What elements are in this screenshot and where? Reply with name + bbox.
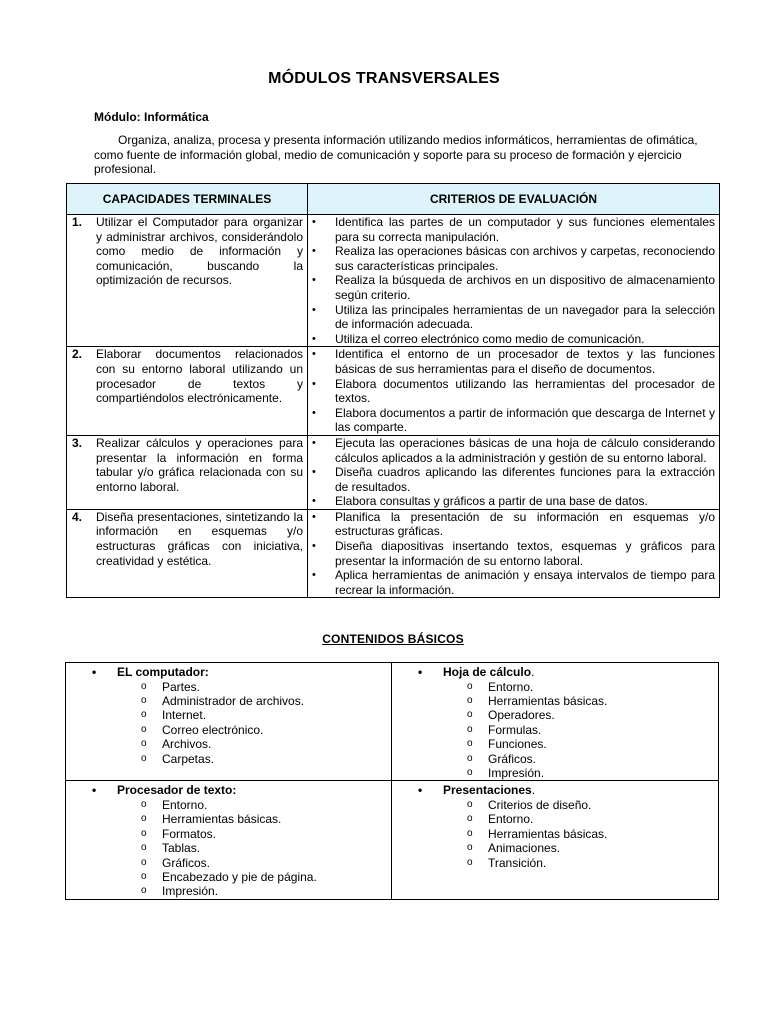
list-item: o Transición. bbox=[392, 856, 718, 870]
criterion-item: • Aplica herramientas de animación y ensaya intervalos de tiempo para recrear la información. bbox=[308, 568, 719, 597]
table-row bbox=[67, 215, 720, 347]
criteria-table bbox=[66, 183, 720, 598]
row-number: 1. bbox=[72, 215, 83, 229]
criterion-item: • Planifica la presentación de su información en esquemas y/o estructuras gráficas. bbox=[308, 510, 719, 539]
table-row bbox=[67, 347, 720, 436]
header-criterios: CRITERIOS DE EVALUACIÓN bbox=[308, 184, 720, 215]
topic-heading: • Hoja de cálculo. bbox=[392, 665, 718, 680]
contents-cell bbox=[392, 781, 719, 899]
list-item: o Entorno. bbox=[66, 798, 391, 812]
table-row bbox=[66, 781, 719, 899]
list-item: o Internet. bbox=[66, 708, 391, 722]
list-item: o Correo electrónico. bbox=[66, 723, 391, 737]
topic-heading: • EL computador: bbox=[66, 665, 391, 680]
list-item: o Archivos. bbox=[66, 737, 391, 751]
header-capacidades: CAPACIDADES TERMINALES bbox=[67, 184, 308, 215]
criterion-item: • Utiliza el correo electrónico como medio de comunicación. bbox=[308, 332, 719, 347]
list-item: o Partes. bbox=[66, 680, 391, 694]
module-description: Organiza, analiza, procesa y presenta información utilizando medios informáticos, herramientas de ofimática, como fuente de información global, medio de comunicación y soporte para su proceso de formación y ejercicio profesional. bbox=[94, 133, 698, 176]
contents-table bbox=[65, 662, 719, 900]
list-item: o Formatos. bbox=[66, 827, 391, 841]
criterion-item: • Identifica el entorno de un procesador de textos y las funciones básicas de sus herramientas para el diseño de documentos. bbox=[308, 347, 719, 376]
contents-cell bbox=[392, 663, 719, 781]
table-row bbox=[66, 663, 719, 781]
list-item: o Formulas. bbox=[392, 723, 718, 737]
list-item: o Carpetas. bbox=[66, 752, 391, 766]
list-item: o Impresión. bbox=[66, 884, 391, 898]
list-item: o Herramientas básicas. bbox=[392, 694, 718, 708]
criterion-item: • Elabora documentos utilizando las herramientas del procesador de textos. bbox=[308, 377, 719, 406]
row-number: 4. bbox=[72, 509, 83, 524]
list-item: o Encabezado y pie de página. bbox=[66, 870, 391, 884]
list-item: o Impresión. bbox=[392, 766, 718, 780]
list-item: o Gráficos. bbox=[392, 752, 718, 766]
capacity-text: Utilizar el Computador para organizar y administrar archivos, considerándolo como medio de información y comunicación, buscando la optimización de recursos. bbox=[96, 215, 303, 288]
contents-cell bbox=[66, 781, 392, 899]
criterion-item: • Elabora documentos a partir de información que descarga de Internet y las comparte. bbox=[308, 406, 719, 435]
capacity-text: Diseña presentaciones, sintetizando la información en esquemas y/o estructuras gráficas con iniciativa, creatividad y estética. bbox=[96, 509, 303, 568]
list-item: o Funciones. bbox=[392, 737, 718, 751]
table-row bbox=[67, 509, 720, 598]
capacity-text: Elaborar documentos relacionados con su entorno laboral utilizando un procesador de textos y compartiéndolos electrónicamente. bbox=[96, 347, 303, 406]
list-item: o Animaciones. bbox=[392, 841, 718, 855]
list-item: o Criterios de diseño. bbox=[392, 798, 718, 812]
criterion-item: • Identifica las partes de un computador y sus funciones elementales para su correcta manipulación. bbox=[308, 215, 719, 244]
criterion-item: • Utiliza las principales herramientas de un navegador para la selección de información adecuada. bbox=[308, 303, 719, 332]
table-row bbox=[67, 435, 720, 509]
list-item: o Operadores. bbox=[392, 708, 718, 722]
list-item: o Herramientas básicas. bbox=[392, 827, 718, 841]
row-number: 3. bbox=[72, 435, 83, 450]
criterion-item: • Diseña diapositivas insertando textos, esquemas y gráficos para presentar la información de su entorno laboral. bbox=[308, 539, 719, 568]
list-item: o Tablas. bbox=[66, 841, 391, 855]
criterion-item: • Realiza la búsqueda de archivos en un dispositivo de almacenamiento según criterio. bbox=[308, 273, 719, 302]
list-item: o Entorno. bbox=[392, 680, 718, 694]
criterion-item: • Ejecuta las operaciones básicas de una hoja de cálculo considerando cálculos aplicados a la administración y gestión de su entorno laboral. bbox=[308, 436, 719, 465]
criterion-item: • Realiza las operaciones básicas con archivos y carpetas, reconociendo sus características principales. bbox=[308, 244, 719, 273]
list-item: o Entorno. bbox=[392, 812, 718, 826]
list-item: o Herramientas básicas. bbox=[66, 812, 391, 826]
list-item: o Gráficos. bbox=[66, 856, 391, 870]
topic-heading: • Procesador de texto: bbox=[66, 783, 391, 798]
page-title: MÓDULOS TRANSVERSALES bbox=[268, 70, 500, 87]
topic-heading: • Presentaciones. bbox=[392, 783, 718, 798]
list-item: o Administrador de archivos. bbox=[66, 694, 391, 708]
row-number: 2. bbox=[72, 347, 83, 362]
module-label: Módulo: Informática bbox=[94, 110, 209, 124]
criterion-item: • Elabora consultas y gráficos a partir de una base de datos. bbox=[308, 494, 719, 509]
contents-cell bbox=[66, 663, 392, 781]
contents-title: CONTENIDOS BÁSICOS bbox=[322, 632, 464, 646]
criterion-item: • Diseña cuadros aplicando las diferentes funciones para la extracción de resultados. bbox=[308, 465, 719, 494]
capacity-text: Realizar cálculos y operaciones para presentar la información en forma tabular y/o gráfica relacionada con su entorno laboral. bbox=[96, 435, 303, 494]
